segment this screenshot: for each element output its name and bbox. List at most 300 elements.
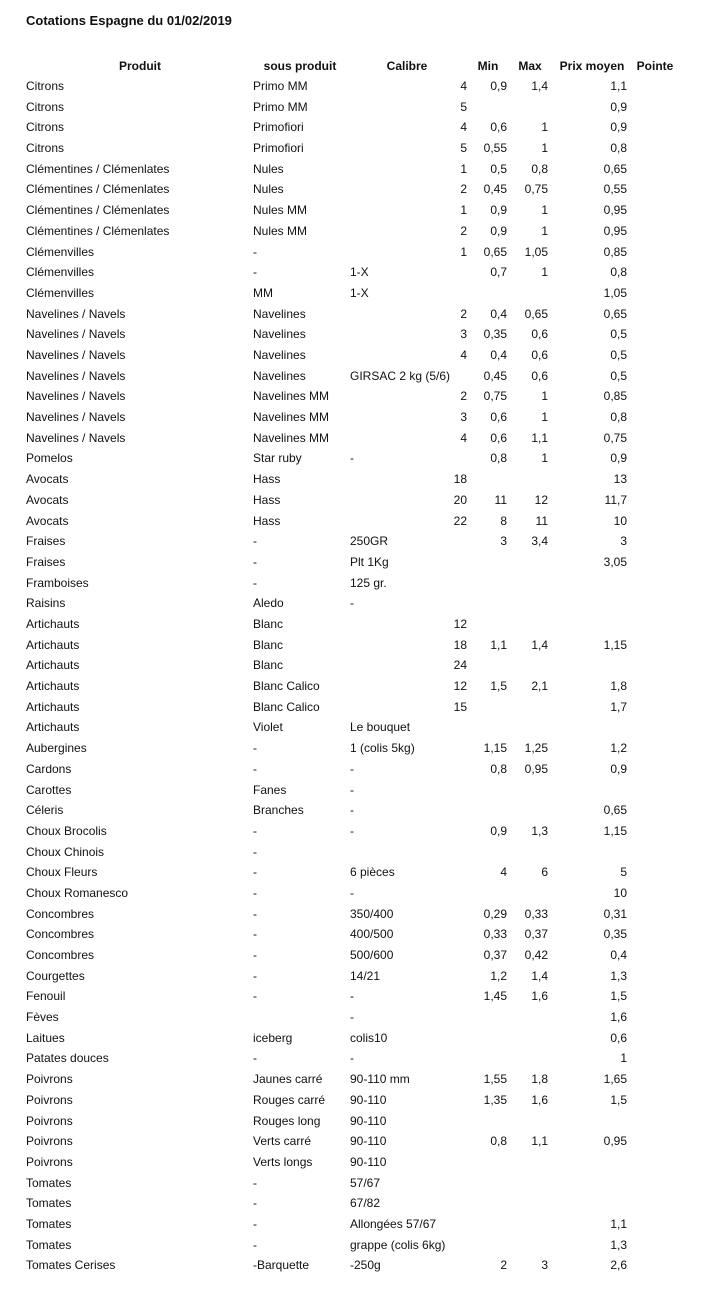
- table-row: [0, 614, 704, 634]
- cell-calibre: -: [350, 1051, 354, 1066]
- cell-prix-moyen: 11,7: [604, 492, 627, 507]
- table-row: [0, 1235, 704, 1255]
- cell-produit: Fraises: [26, 534, 66, 549]
- cell-calibre-num: 5: [460, 99, 467, 114]
- cell-calibre: grappe (colis 6kg): [350, 1237, 446, 1252]
- cell-produit: Poivrons: [26, 1072, 73, 1087]
- cell-prix-moyen: 13: [613, 472, 627, 487]
- cell-sous-produit: -: [253, 761, 257, 776]
- cell-prix-moyen: 1,7: [610, 699, 627, 714]
- header-max: Max: [518, 59, 542, 73]
- cell-prix-moyen: 1,5: [610, 989, 627, 1004]
- table-row: [0, 924, 704, 944]
- cell-calibre: 90-110: [350, 1092, 387, 1107]
- cell-min: 0,8: [490, 451, 507, 466]
- cell-calibre: 67/82: [350, 1196, 381, 1211]
- cell-min: 0,45: [483, 368, 507, 383]
- cell-prix-moyen: 5: [620, 865, 627, 880]
- cell-prix-moyen: 1,05: [603, 285, 627, 300]
- table-row: [0, 1173, 704, 1193]
- table-row: [0, 469, 704, 489]
- cell-prix-moyen: 1,1: [610, 1217, 627, 1231]
- table-row: [0, 552, 704, 572]
- cell-sous-produit: Navelines MM: [253, 430, 330, 445]
- cell-prix-moyen: 0,31: [603, 906, 627, 921]
- cell-prix-moyen: 0,75: [603, 430, 627, 445]
- cell-max: 11: [535, 513, 548, 528]
- cell-produit: Concombres: [26, 927, 95, 942]
- cell-sous-produit: -: [253, 1217, 257, 1231]
- cell-max: 1: [541, 389, 548, 404]
- cell-produit: Navelines / Navels: [26, 410, 126, 424]
- cell-sous-produit: -: [253, 927, 257, 942]
- cell-sous-produit: -: [253, 1237, 257, 1252]
- cell-sous-produit: iceberg: [253, 1030, 293, 1045]
- cell-max: 1,4: [531, 637, 548, 652]
- cell-min: 4: [500, 865, 507, 880]
- cell-max: 1: [541, 203, 548, 218]
- table-row: [0, 221, 704, 241]
- cell-sous-produit: Hass: [253, 513, 281, 528]
- cell-min: 1,55: [483, 1072, 507, 1087]
- cell-sous-produit: Navelines: [253, 306, 306, 321]
- cell-prix-moyen: 0,8: [610, 141, 627, 156]
- cell-min: 0,8: [490, 1134, 507, 1149]
- cell-sous-produit: -: [253, 554, 257, 569]
- cell-calibre-num: 4: [460, 430, 467, 445]
- cell-calibre: -: [350, 803, 354, 818]
- table-row: [0, 262, 704, 282]
- cell-produit: Avocats: [26, 513, 69, 528]
- cell-calibre-num: 12: [453, 616, 467, 631]
- cell-max: 1: [541, 141, 548, 156]
- cell-calibre-num: 15: [453, 699, 467, 714]
- cell-prix-moyen: 0,65: [603, 306, 627, 321]
- cell-calibre-num: 20: [453, 492, 467, 507]
- cell-prix-moyen: 2,6: [610, 1258, 627, 1273]
- cell-sous-produit: Blanc: [253, 616, 284, 631]
- table-row: [0, 986, 704, 1006]
- cell-produit: Citrons: [26, 120, 65, 135]
- cell-prix-moyen: 0,8: [610, 410, 627, 424]
- cell-max: 2,1: [531, 679, 548, 693]
- cell-produit: Clémentines / Clémenlates: [26, 223, 170, 238]
- cell-min: 1,15: [483, 741, 507, 756]
- table-row: [0, 511, 704, 531]
- cell-produit: Pomelos: [26, 451, 73, 466]
- cell-produit: Navelines / Navels: [26, 430, 126, 445]
- cell-calibre: 1-X: [350, 265, 369, 280]
- cell-calibre: 90-110: [350, 1154, 387, 1169]
- cell-produit: Citrons: [26, 79, 65, 93]
- table-header: [0, 56, 704, 76]
- cell-calibre-num: 18: [453, 472, 467, 487]
- cell-calibre-num: 4: [460, 120, 467, 135]
- table-row: [0, 1193, 704, 1213]
- cell-sous-produit: -: [253, 1051, 257, 1066]
- cell-produit: Avocats: [26, 472, 69, 487]
- cell-produit: Fèves: [26, 1010, 59, 1025]
- cell-sous-produit: Branches: [253, 803, 304, 818]
- cell-produit: Artichauts: [26, 720, 80, 735]
- cell-min: 0,4: [490, 306, 507, 321]
- cell-prix-moyen: 0,65: [603, 803, 627, 818]
- cell-sous-produit: -: [253, 948, 257, 962]
- cell-calibre: 14/21: [350, 968, 381, 983]
- cell-calibre: 90-110 mm: [350, 1072, 410, 1087]
- table-row: [0, 697, 704, 717]
- table-row: [0, 1152, 704, 1172]
- table-row: [0, 945, 704, 965]
- cell-calibre: 250GR: [350, 534, 389, 549]
- cell-calibre: Allongées 57/67: [350, 1217, 437, 1231]
- cell-produit: Choux Chinois: [26, 844, 105, 859]
- cell-max: 0,95: [524, 761, 548, 776]
- cell-produit: Carottes: [26, 782, 72, 797]
- cell-min: 2: [500, 1258, 507, 1273]
- cell-produit: Citrons: [26, 99, 65, 114]
- cell-max: 3,4: [531, 534, 548, 549]
- table-row: [0, 1007, 704, 1027]
- cell-sous-produit: Star ruby: [253, 451, 302, 466]
- cell-produit: Choux Brocolis: [26, 823, 107, 838]
- table-row: [0, 593, 704, 613]
- cell-max: 0,8: [531, 161, 548, 176]
- cell-sous-produit: Blanc: [253, 637, 284, 652]
- cell-produit: Clémenvilles: [26, 285, 95, 300]
- cell-sous-produit: -Barquette: [253, 1258, 310, 1273]
- cell-sous-produit: Navelines: [253, 327, 306, 342]
- table-row: [0, 759, 704, 779]
- cell-produit: Tomates: [26, 1237, 72, 1252]
- cell-sous-produit: Blanc Calico: [253, 699, 320, 714]
- cell-sous-produit: Fanes: [253, 782, 287, 797]
- cell-max: 1,05: [524, 244, 548, 259]
- cell-produit: Artichauts: [26, 699, 80, 714]
- cell-sous-produit: -: [253, 823, 257, 838]
- cell-min: 1,5: [490, 679, 507, 693]
- cell-min: 3: [500, 534, 507, 549]
- table-row: [0, 179, 704, 199]
- cell-calibre-num: 18: [453, 637, 467, 652]
- cell-max: 0,6: [531, 348, 548, 362]
- table-row: [0, 676, 704, 696]
- cell-max: 12: [534, 492, 548, 507]
- cell-calibre: Plt 1Kg: [350, 554, 389, 569]
- cell-calibre: 350/400: [350, 906, 394, 921]
- cell-prix-moyen: 0,9: [610, 761, 627, 776]
- cell-sous-produit: Verts longs: [253, 1154, 313, 1169]
- cell-produit: Artichauts: [26, 637, 80, 652]
- cell-calibre-num: 1: [460, 244, 467, 259]
- cell-sous-produit: -: [253, 906, 257, 921]
- cell-min: 0,9: [490, 79, 507, 93]
- cell-max: 1,6: [531, 1092, 548, 1107]
- cell-sous-produit: Primofiori: [253, 141, 304, 156]
- cell-prix-moyen: 0,9: [610, 120, 627, 135]
- cell-sous-produit: -: [253, 989, 257, 1004]
- cell-calibre: -: [350, 885, 354, 900]
- cell-max: 0,42: [524, 948, 548, 962]
- header-pointe: Pointe: [636, 59, 674, 73]
- cell-calibre-num: 1: [460, 203, 467, 218]
- cell-calibre: -: [350, 596, 354, 611]
- cell-prix-moyen: 10: [613, 513, 627, 528]
- cell-min: 0,6: [490, 430, 507, 445]
- cell-calibre-num: 1: [460, 161, 467, 176]
- table-row: [0, 200, 704, 220]
- cell-prix-moyen: 1,3: [610, 1237, 627, 1252]
- cell-min: 0,65: [483, 244, 507, 259]
- cell-max: 1,6: [531, 989, 548, 1004]
- table-row: [0, 159, 704, 179]
- table-row: [0, 780, 704, 800]
- cell-max: 1,3: [531, 823, 548, 838]
- cell-sous-produit: -: [253, 885, 257, 900]
- cell-sous-produit: Violet: [253, 720, 283, 735]
- cell-min: 1,35: [483, 1092, 507, 1107]
- cell-produit: Fraises: [26, 554, 66, 569]
- cell-produit: Clémentines / Clémenlates: [26, 182, 170, 197]
- cell-calibre: GIRSAC 2 kg (5/6): [350, 368, 451, 383]
- table-row: [0, 304, 704, 324]
- cell-produit: Laitues: [26, 1030, 65, 1045]
- cell-produit: Courgettes: [26, 968, 85, 983]
- table-row: [0, 1090, 704, 1110]
- cell-produit: Navelines / Navels: [26, 389, 126, 404]
- cell-produit: Choux Romanesco: [26, 885, 129, 900]
- table-row: [0, 138, 704, 158]
- cell-produit: Concombres: [26, 948, 95, 962]
- cell-prix-moyen: 10: [613, 885, 627, 900]
- cell-sous-produit: Hass: [253, 492, 281, 507]
- cell-produit: Poivrons: [26, 1154, 73, 1169]
- cell-prix-moyen: 0,6: [610, 1030, 627, 1045]
- cell-calibre: Le bouquet: [350, 720, 411, 735]
- cell-calibre: 90-110: [350, 1113, 387, 1128]
- cell-calibre: 1 (colis 5kg): [350, 741, 415, 756]
- cell-prix-moyen: 0,8: [610, 265, 627, 280]
- cell-prix-moyen: 1,2: [610, 741, 627, 756]
- header-min: Min: [477, 59, 499, 73]
- cell-prix-moyen: 0,85: [603, 389, 627, 404]
- cell-min: 0,4: [490, 348, 507, 362]
- cell-max: 1: [541, 451, 548, 466]
- cell-max: 6: [541, 865, 548, 880]
- cell-prix-moyen: 0,65: [603, 161, 627, 176]
- cell-min: 0,9: [490, 823, 507, 838]
- cell-produit: Artichauts: [26, 679, 80, 693]
- cell-produit: Clémentines / Clémenlates: [26, 203, 170, 218]
- cell-max: 0,6: [531, 327, 548, 342]
- cell-sous-produit: Rouges carré: [253, 1092, 326, 1107]
- cell-sous-produit: Nules MM: [253, 203, 308, 218]
- table-row: [0, 842, 704, 862]
- cell-sous-produit: Primofiori: [253, 120, 304, 135]
- cell-sous-produit: Jaunes carré: [253, 1072, 323, 1087]
- cell-produit: Tomates: [26, 1196, 72, 1211]
- cell-calibre-num: 22: [453, 513, 467, 528]
- cell-min: 11: [494, 492, 507, 507]
- header-produit: Produit: [119, 59, 161, 73]
- cell-min: 0,7: [490, 265, 507, 280]
- header-sous-produit: sous produit: [263, 59, 337, 73]
- cell-calibre-num: 4: [460, 348, 467, 362]
- cell-max: 1,25: [524, 741, 548, 756]
- cell-calibre: -250g: [350, 1258, 381, 1273]
- cell-prix-moyen: 0,5: [610, 368, 627, 383]
- cell-produit: Tomates Cerises: [26, 1258, 116, 1273]
- cell-prix-moyen: 1,6: [610, 1010, 627, 1025]
- cell-calibre: -: [350, 823, 354, 838]
- cell-max: 1: [541, 410, 548, 424]
- cell-max: 0,75: [524, 182, 548, 197]
- cell-produit: Navelines / Navels: [26, 327, 126, 342]
- cell-calibre: 125 gr.: [350, 575, 387, 590]
- cell-prix-moyen: 0,35: [603, 927, 627, 942]
- cell-produit: Framboises: [26, 575, 89, 590]
- cell-sous-produit: Nules: [253, 182, 284, 197]
- cell-produit: Cardons: [26, 761, 72, 776]
- cell-prix-moyen: 0,5: [610, 327, 627, 342]
- table-row: [0, 1048, 704, 1068]
- cell-calibre: colis10: [350, 1030, 388, 1045]
- cell-max: 0,37: [524, 927, 548, 942]
- cell-max: 0,65: [524, 306, 548, 321]
- cell-sous-produit: Navelines MM: [253, 389, 330, 404]
- table-row: [0, 738, 704, 758]
- table-row: [0, 428, 704, 448]
- cell-produit: Poivrons: [26, 1092, 73, 1107]
- table-row: [0, 1069, 704, 1089]
- cell-sous-produit: -: [253, 534, 257, 549]
- cell-calibre-num: 2: [460, 223, 467, 238]
- cell-prix-moyen: 0,55: [603, 182, 627, 197]
- table-row: [0, 1111, 704, 1131]
- cell-produit: Clémenvilles: [26, 265, 95, 280]
- cell-min: 0,29: [483, 906, 507, 921]
- table-row: [0, 800, 704, 820]
- cell-min: 0,9: [490, 203, 507, 218]
- cell-prix-moyen: 0,85: [603, 244, 627, 259]
- cell-calibre-num: 2: [460, 182, 467, 197]
- cell-produit: Choux Fleurs: [26, 865, 98, 880]
- cell-max: 3: [541, 1258, 548, 1273]
- cell-sous-produit: Nules: [253, 161, 284, 176]
- cell-prix-moyen: 1,65: [603, 1072, 627, 1087]
- table-row: [0, 117, 704, 137]
- table-row: [0, 345, 704, 365]
- cell-calibre-num: 2: [460, 306, 467, 321]
- cell-prix-moyen: 0,9: [610, 451, 627, 466]
- cell-produit: Raisins: [26, 596, 66, 611]
- cell-sous-produit: -: [253, 244, 257, 259]
- cell-min: 0,9: [490, 223, 507, 238]
- cell-max: 1: [541, 120, 548, 135]
- cell-prix-moyen: 0,4: [610, 948, 627, 962]
- cell-prix-moyen: 1,1: [610, 79, 627, 93]
- cell-min: 8: [500, 513, 507, 528]
- table-row: [0, 966, 704, 986]
- table-row: [0, 862, 704, 882]
- cell-sous-produit: -: [253, 844, 257, 859]
- cell-prix-moyen: 3: [620, 534, 627, 549]
- cell-min: 1,1: [490, 637, 507, 652]
- cell-min: 0,6: [490, 410, 507, 424]
- cell-calibre: -: [350, 1010, 354, 1025]
- cell-prix-moyen: 1,8: [610, 679, 627, 693]
- cell-prix-moyen: 1: [620, 1051, 627, 1066]
- cell-min: 0,8: [490, 761, 507, 776]
- cell-produit: Clémenvilles: [26, 244, 95, 259]
- cell-produit: Tomates: [26, 1217, 72, 1231]
- cell-calibre-num: 24: [453, 658, 467, 673]
- cell-calibre: 90-110: [350, 1134, 387, 1149]
- cell-max: 1: [541, 265, 548, 280]
- cell-calibre: 500/600: [350, 948, 394, 962]
- cell-max: 1,8: [531, 1072, 548, 1087]
- cell-sous-produit: -: [253, 265, 257, 280]
- cell-sous-produit: -: [253, 575, 257, 590]
- cell-min: 0,45: [483, 182, 507, 197]
- cell-sous-produit: Navelines: [253, 368, 306, 383]
- cell-produit: Navelines / Navels: [26, 348, 126, 362]
- cell-sous-produit: Hass: [253, 472, 281, 487]
- table-row: [0, 366, 704, 386]
- cell-prix-moyen: 0,95: [603, 1134, 627, 1149]
- cell-produit: Aubergines: [26, 741, 87, 756]
- cell-sous-produit: -: [253, 968, 257, 983]
- cell-calibre-num: 3: [460, 327, 467, 342]
- cell-prix-moyen: 0,9: [610, 99, 627, 114]
- table-row: [0, 821, 704, 841]
- table-row: [0, 1255, 704, 1275]
- table-row: [0, 904, 704, 924]
- cell-max: 1,1: [531, 430, 548, 445]
- cell-produit: Avocats: [26, 492, 69, 507]
- cell-max: 0,33: [524, 906, 548, 921]
- cell-sous-produit: Navelines: [253, 348, 306, 362]
- table-row: [0, 242, 704, 262]
- header-prix-moyen: Prix moyen: [559, 59, 625, 73]
- cell-prix-moyen: 3,05: [603, 554, 627, 569]
- cell-sous-produit: -: [253, 1175, 257, 1190]
- cell-min: 0,35: [483, 327, 507, 342]
- cell-sous-produit: Blanc Calico: [253, 679, 320, 693]
- cell-produit: Poivrons: [26, 1113, 73, 1128]
- cell-sous-produit: Primo MM: [253, 79, 308, 93]
- cell-prix-moyen: 0,95: [603, 203, 627, 218]
- table-row: [0, 1028, 704, 1048]
- cell-prix-moyen: 1,15: [603, 823, 627, 838]
- cell-sous-produit: -: [253, 741, 257, 756]
- cell-calibre: -: [350, 782, 354, 797]
- cell-sous-produit: Rouges long: [253, 1113, 321, 1128]
- cell-max: 1,4: [531, 968, 548, 983]
- cell-calibre-num: 5: [460, 141, 467, 156]
- table-row: [0, 448, 704, 468]
- cell-produit: Fenouil: [26, 989, 66, 1004]
- cell-max: 1: [541, 223, 548, 238]
- cell-min: 0,37: [483, 948, 507, 962]
- cell-produit: Concombres: [26, 906, 95, 921]
- table-row: [0, 883, 704, 903]
- cell-calibre-num: 12: [453, 679, 467, 693]
- table-row: [0, 573, 704, 593]
- table-row: [0, 490, 704, 510]
- table-row: [0, 97, 704, 117]
- cell-max: 0,6: [531, 368, 548, 383]
